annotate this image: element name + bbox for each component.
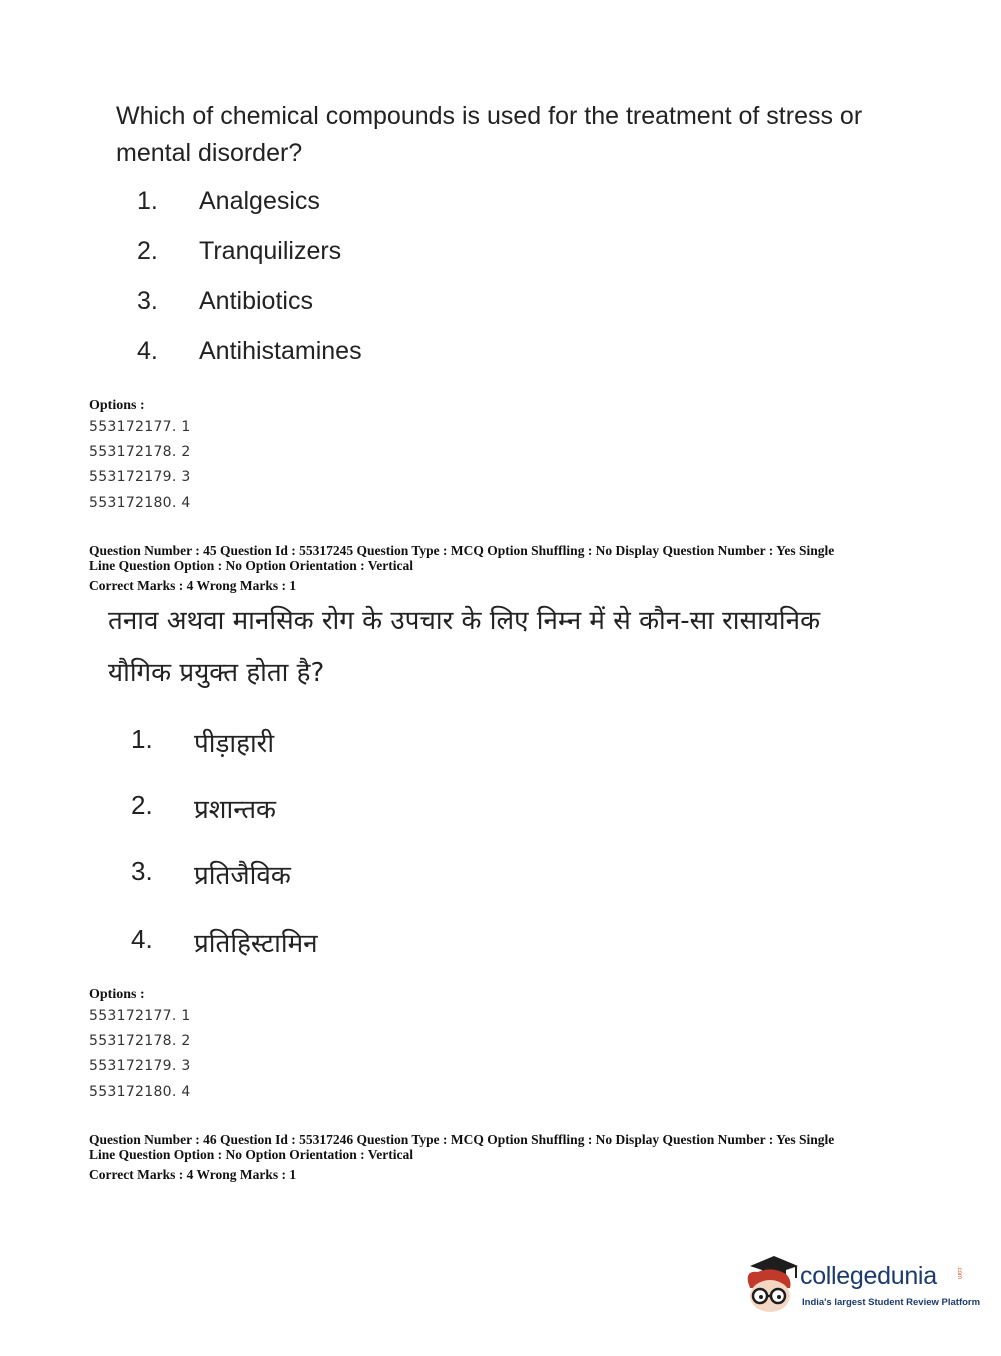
option-text: पीड़ाहारी bbox=[194, 729, 275, 759]
option-number: 3. bbox=[131, 856, 153, 886]
logo-dotcom: .com bbox=[956, 1266, 962, 1280]
options-label: Options : bbox=[89, 398, 145, 413]
option-text: Tranquilizers bbox=[199, 237, 342, 265]
question-meta-line: Line Question Option : No Option Orientation : Vertical bbox=[89, 558, 414, 573]
option-id: 553172180. 4 bbox=[89, 1084, 191, 1100]
option-text: प्रतिजैविक bbox=[194, 861, 291, 891]
option-text: प्रतिहिस्टामिन bbox=[194, 929, 318, 959]
option-id: 553172177. 1 bbox=[89, 1008, 191, 1024]
option-number: 1. bbox=[131, 724, 153, 754]
logo-tagline: India's largest Student Review Platform bbox=[802, 1297, 981, 1308]
option-number: 4. bbox=[137, 337, 158, 365]
option-text: प्रशान्तक bbox=[194, 795, 277, 825]
question-meta bbox=[89, 1132, 914, 1182]
option-number: 3. bbox=[137, 287, 158, 315]
option-number: 2. bbox=[137, 237, 158, 265]
question-meta-line: Question Number : 46 Question Id : 55317246 Question Type : MCQ Option Shuffling : No Display Question Number : Yes Single bbox=[89, 1132, 835, 1147]
option-number: 1. bbox=[137, 187, 158, 215]
option-id: 553172178. 2 bbox=[89, 1033, 191, 1049]
options-label: Options : bbox=[89, 987, 145, 1002]
option-id: 553172177. 1 bbox=[89, 419, 191, 435]
question-meta-line: Question Number : 45 Question Id : 55317245 Question Type : MCQ Option Shuffling : No Display Question Number : Yes Single bbox=[89, 543, 835, 558]
mascot-icon bbox=[742, 1252, 800, 1314]
marks-line: Correct Marks : 4 Wrong Marks : 1 bbox=[89, 578, 297, 593]
option-id: 553172180. 4 bbox=[89, 495, 191, 511]
option-text: Antihistamines bbox=[199, 337, 362, 365]
option-id: 553172179. 3 bbox=[89, 469, 191, 485]
question-meta bbox=[89, 543, 914, 593]
question-text-english: Which of chemical compounds is used for the treatment of stress or mental disorder? bbox=[116, 102, 863, 167]
question-meta-line: Line Question Option : No Option Orientation : Vertical bbox=[89, 1147, 414, 1162]
option-id: 553172178. 2 bbox=[89, 444, 191, 460]
logo-wordmark: collegedunia bbox=[800, 1262, 937, 1290]
option-id: 553172179. 3 bbox=[89, 1058, 191, 1074]
option-text: Analgesics bbox=[199, 187, 320, 215]
question-text-hindi: तनाव अथवा मानसिक रोग के उपचार के लिए निम्न में से कौन-सा रासायनिक यौगिक प्रयुक्त होता है? bbox=[108, 606, 821, 688]
option-number: 2. bbox=[131, 790, 153, 820]
marks-line: Correct Marks : 4 Wrong Marks : 1 bbox=[89, 1167, 297, 1182]
option-number: 4. bbox=[131, 924, 153, 954]
collegedunia-logo[interactable] bbox=[742, 1252, 981, 1314]
option-text: Antibiotics bbox=[199, 287, 313, 315]
